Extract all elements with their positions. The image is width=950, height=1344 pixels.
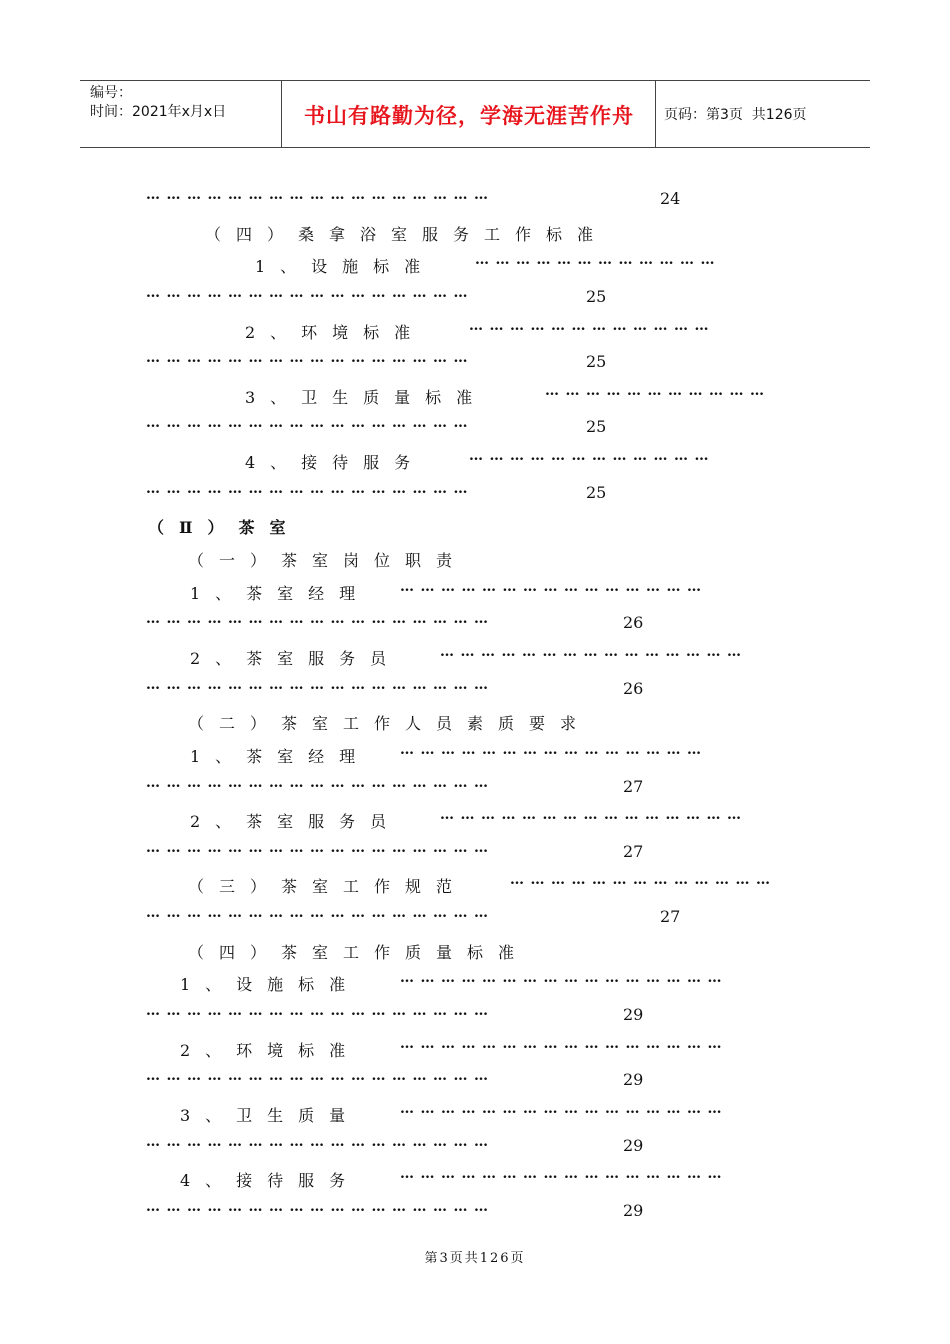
toc-entry [0,316,950,349]
toc-entry-label: 2、环境标准 [245,322,426,342]
header-page-info: 页码：第3页 共126页 [664,107,807,123]
document-time-label: 时间：2021年x月x日 [90,104,227,120]
toc-page-number: 27 [623,841,644,861]
toc-entry [0,740,950,773]
toc-leader-dots: ………………………………………… [400,1166,728,1183]
toc-page-number: 26 [623,613,644,633]
toc-entry-label: （一）茶室岗位职责 [188,551,468,571]
document-number-label: 编号： [90,85,132,101]
toc-leader-dots: ………………………………………… [146,480,474,497]
toc-leader-dots: ………………………………………… [400,1035,728,1052]
toc-leader-dots: ………………………………………… [146,350,474,367]
toc-entry [0,609,950,642]
header-motto: 书山有路勤为径，学海无涯苦作舟 [304,104,634,128]
toc-entry [0,283,950,316]
toc-leader-dots: ………………………………………… [400,970,728,987]
toc-page-number: 25 [586,286,607,306]
toc-entry [0,446,950,479]
toc-entry-label: 2、茶室服务员 [190,648,402,668]
toc-leader-dots: …………………………………………… [146,905,495,922]
toc-entry [0,870,950,903]
toc-entry-label: （Ⅱ）茶室 [148,518,301,538]
toc-leader-dots: …………………………………………… [146,187,495,203]
toc-page-number: 27 [623,776,644,796]
toc-entry-label: 1、茶室经理 [190,746,371,766]
toc-leader-dots: …………………………………………… [146,1198,495,1215]
table-of-contents [0,185,950,1230]
toc-page-number: 24 [660,189,681,208]
toc-entry-label: 1、茶室经理 [190,583,371,603]
toc-leader-dots: ………………………………………… [146,284,474,301]
toc-page-number: 25 [586,482,607,502]
toc-entry [0,805,950,838]
toc-entry-label: 1、设施标准 [180,975,361,995]
header-divider-right [655,80,656,147]
toc-leader-dots: ……………………………………… [400,741,708,758]
toc-entry [0,903,950,936]
toc-page-number: 25 [586,352,607,372]
toc-leader-dots: ……………………………………… [440,807,748,824]
toc-entry [0,544,950,577]
toc-entry-label: 3、卫生质量 [180,1105,361,1125]
toc-entry-label: （二）茶室工作人员素质要求 [188,714,592,734]
toc-entry [0,1066,950,1099]
toc-leader-dots: ……………………………… [475,252,721,269]
toc-entry-label: （四）茶室工作质量标准 [188,942,530,962]
header-bottom-rule [80,147,870,148]
toc-entry [0,250,950,283]
toc-entry [0,348,950,381]
toc-page-number: 29 [623,1005,644,1025]
toc-entry [0,936,950,969]
toc-entry-label: 4、接待服务 [245,453,426,473]
toc-entry [0,479,950,512]
toc-entry [0,1132,950,1165]
toc-page-number: 26 [623,678,644,698]
toc-entry [0,577,950,610]
toc-leader-dots: …………………………………………… [146,839,495,856]
toc-entry [0,1099,950,1132]
toc-entry [0,511,950,544]
header-top-rule [80,80,870,81]
toc-entry-label: 2、茶室服务员 [190,812,402,832]
toc-page-number: 25 [586,417,607,437]
toc-page-number: 27 [660,907,681,927]
toc-entry [0,707,950,740]
toc-leader-dots: ………………………………… [510,872,777,889]
toc-leader-dots: ………………………………………… [146,415,474,432]
toc-entry-label: （三）茶室工作规范 [188,877,468,897]
toc-leader-dots: ……………………………………… [440,643,748,660]
toc-leader-dots: …………………………………………… [146,1068,495,1085]
toc-page-number: 29 [623,1200,644,1220]
toc-entry [0,675,950,708]
toc-leader-dots: ……………………………… [469,448,715,465]
toc-leader-dots: …………………………………………… [146,774,495,791]
toc-entry [0,1164,950,1197]
toc-page-number: 29 [623,1135,644,1155]
toc-entry-label: 3、卫生质量标准 [245,387,488,407]
toc-leader-dots: …………………………………………… [146,676,495,693]
toc-leader-dots: ………………………………………… [400,1100,728,1117]
page-footer: 第3页共126页 [424,1251,526,1266]
toc-entry [0,773,950,806]
toc-entry [0,838,950,871]
header-divider-left [281,80,282,147]
toc-entry [0,413,950,446]
toc-leader-dots: …………………………… [545,382,771,399]
toc-entry-label: 4、接待服务 [180,1171,361,1191]
header-meta [90,84,226,122]
toc-entry-label: （四）桑拿浴室服务工作标准 [205,224,609,244]
toc-entry [0,1197,950,1230]
toc-entry [0,381,950,414]
toc-entry [0,1034,950,1067]
toc-leader-dots: …………………………………………… [146,1133,495,1150]
toc-entry [0,642,950,675]
toc-leader-dots: …………………………………………… [146,1003,495,1020]
toc-entry [0,218,950,251]
toc-leader-dots: ……………………………… [469,317,715,334]
toc-entry [0,1001,950,1034]
toc-entry-label: 2、环境标准 [180,1040,361,1060]
toc-leader-dots: …………………………………………… [146,611,495,628]
toc-entry [0,185,950,218]
toc-page-number: 29 [623,1070,644,1090]
toc-entry [0,968,950,1001]
toc-leader-dots: ……………………………………… [400,578,708,595]
toc-entry-label: 1、设施标准 [255,257,436,277]
